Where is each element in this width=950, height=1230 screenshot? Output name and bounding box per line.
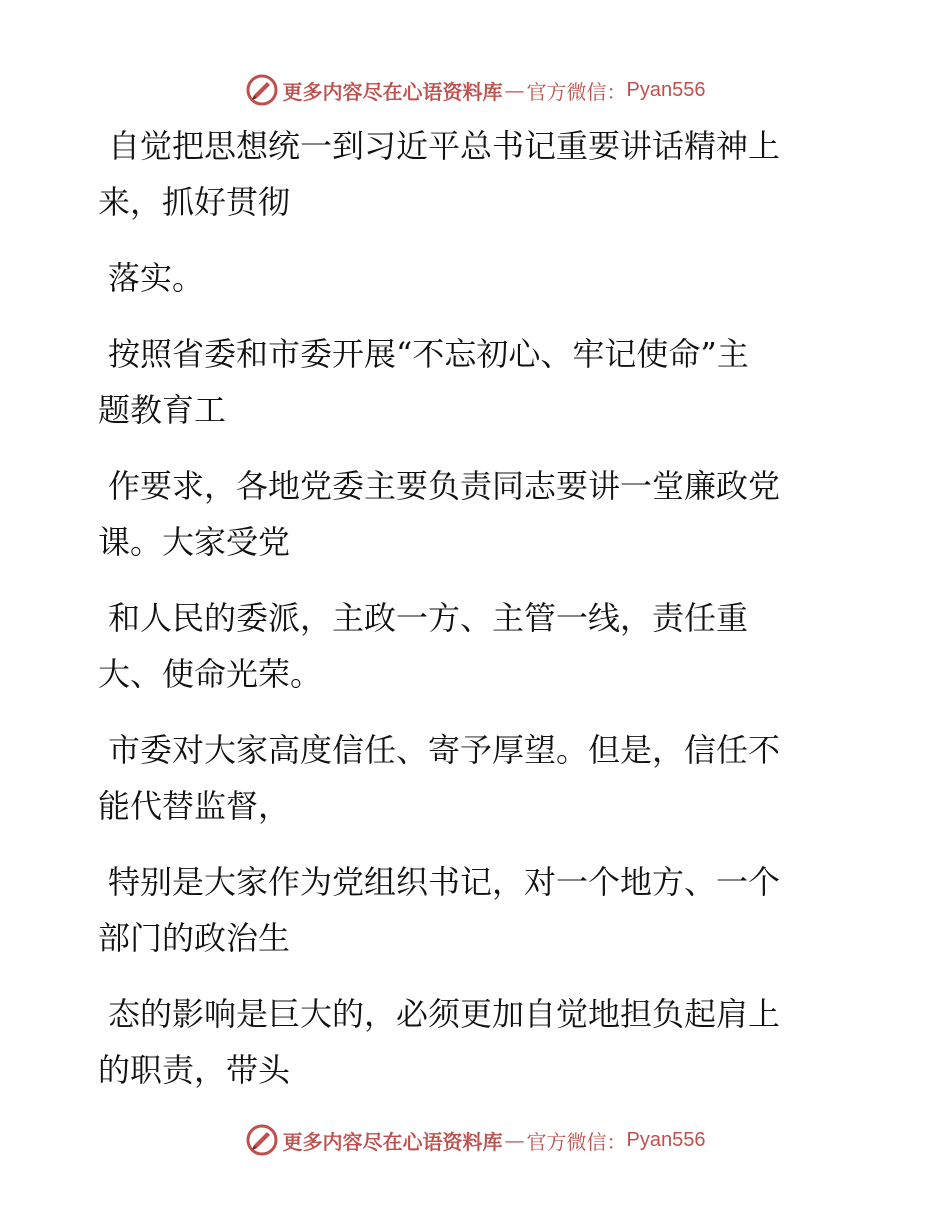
text-line: 课。大家受党 bbox=[98, 523, 291, 561]
text-line: 来，抓好贯彻 bbox=[98, 183, 291, 221]
text-line: 态的影响是巨大的，必须更加自觉地担负起肩上 bbox=[108, 995, 781, 1033]
text-line: 作要求，各地党委主要负责同志要讲一堂廉政党 bbox=[108, 467, 781, 505]
banner-wechat-label: 官方微信： bbox=[526, 79, 627, 104]
banner-wechat-label: 官方微信： bbox=[526, 1129, 627, 1154]
text-line: 题教育工 bbox=[98, 391, 227, 429]
paragraph bbox=[98, 250, 838, 306]
banner-wechat-id: Pyan556 bbox=[626, 1128, 706, 1151]
text-line: 大、使命光荣。 bbox=[98, 655, 323, 693]
paragraph bbox=[98, 590, 838, 702]
footer-watermark-banner bbox=[0, 1120, 950, 1160]
paragraph bbox=[98, 458, 838, 570]
paragraph bbox=[98, 722, 838, 834]
text-line: 落实。 bbox=[108, 259, 205, 297]
text-line: 市委对大家高度信任、寄予厚望。但是，信任不 bbox=[108, 731, 781, 769]
text-line: 特别是大家作为党组织书记，对一个地方、一个 bbox=[108, 863, 781, 901]
text-line: 部门的政治生 bbox=[98, 919, 291, 957]
document-body bbox=[98, 118, 838, 1098]
text-line: 能代替监督， bbox=[98, 787, 291, 825]
paragraph bbox=[98, 854, 838, 966]
banner-main-text: 更多内容尽在心语资料库 bbox=[282, 1129, 503, 1154]
header-watermark-banner bbox=[0, 70, 950, 110]
text-line: 按照省委和市委开展“不忘初心、牢记使命”主 bbox=[108, 335, 749, 373]
paragraph bbox=[98, 326, 838, 438]
banner-main-text: 更多内容尽在心语资料库 bbox=[282, 79, 503, 104]
text-line: 自觉把思想统一到习近平总书记重要讲话精神上 bbox=[108, 127, 781, 165]
paragraph bbox=[98, 118, 838, 230]
banner-separator: — bbox=[504, 1128, 525, 1152]
logo-icon bbox=[245, 1123, 279, 1157]
paragraph bbox=[98, 986, 838, 1098]
text-line: 和人民的委派，主政一方、主管一线，责任重 bbox=[108, 599, 749, 637]
banner-separator: — bbox=[504, 78, 525, 102]
logo-icon bbox=[245, 73, 279, 107]
text-line: 的职责，带头 bbox=[98, 1051, 291, 1089]
banner-wechat-id: Pyan556 bbox=[626, 78, 706, 101]
